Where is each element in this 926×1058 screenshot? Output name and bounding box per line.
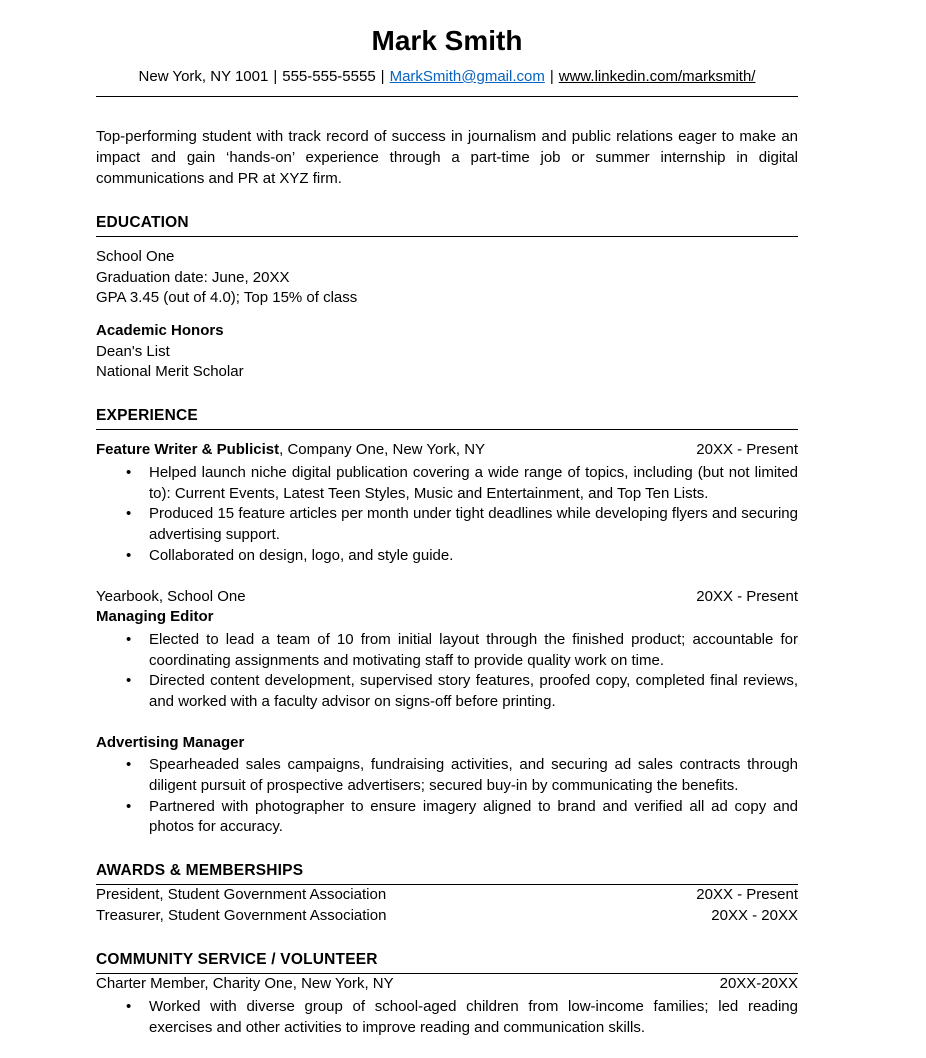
contact-separator: | <box>380 67 385 85</box>
bullet-item: • Helped launch niche digital publication covering a wide range of topics, including (but not limited to): Current Events, Latest Teen Styles, Music and Entertainment, and Top Ten Lists. <box>96 463 798 504</box>
bullet-item: • Spearheaded sales campaigns, fundraising activities, and securing ad sales contracts through diligent pursuit of prospective advertisers; secured buy-in by communicating the benefits. <box>96 755 798 796</box>
contact-phone: 555-555-5555 <box>282 67 376 85</box>
experience-section <box>96 440 798 838</box>
job-role: Advertising Manager <box>96 733 245 751</box>
contact-location: New York, NY 1001 <box>138 67 269 85</box>
job-bullet-list <box>96 463 798 566</box>
education-graduation: Graduation date: June, 20XX <box>96 268 290 286</box>
contact-line <box>96 67 798 88</box>
contact-separator: | <box>549 67 554 85</box>
job-bullet-list <box>96 755 798 838</box>
job-header-row <box>96 440 798 461</box>
bullet-item: • Directed content development, supervised story features, proofed copy, completed final reviews, and worked with a faculty advisor on signs-off before printing. <box>96 671 798 712</box>
education-gpa: GPA 3.45 (out of 4.0); Top 15% of class <box>96 289 358 307</box>
contact-separator: | <box>273 67 278 85</box>
section-heading-community: COMMUNITY SERVICE / VOLUNTEER <box>96 949 798 974</box>
education-section <box>96 247 798 383</box>
award-text: Treasurer, Student Government Association <box>96 907 387 925</box>
job-date: 20XX - Present <box>696 587 798 605</box>
community-date: 20XX-20XX <box>719 975 798 993</box>
job-header-row <box>96 587 798 608</box>
bullet-item: • Worked with diverse group of school-aged children from low-income families; led reading exercises and other activities to improve reading and communication skills. <box>96 997 798 1038</box>
bullet-item: • Elected to lead a team of 10 from initial layout through the finished product; accountable for coordinating assignments and motivating staff to provide quality work on time. <box>96 630 798 671</box>
bullet-item: • Produced 15 feature articles per month under tight deadlines while developing flyers and securing advertising support. <box>96 504 798 545</box>
community-bullet-list <box>96 997 798 1038</box>
job-entry <box>96 587 798 713</box>
section-heading-experience: EXPERIENCE <box>96 405 798 430</box>
section-heading-awards: AWARDS & MEMBERSHIPS <box>96 860 798 885</box>
honor-item: Dean's List <box>96 342 170 360</box>
job-bullet-list <box>96 630 798 713</box>
awards-section <box>96 885 798 926</box>
job-date: 20XX - Present <box>696 441 798 459</box>
job-title-line <box>96 440 696 461</box>
job-entry <box>96 733 798 838</box>
section-heading-education: EDUCATION <box>96 212 798 237</box>
community-section <box>96 974 798 1038</box>
award-row <box>96 906 798 927</box>
job-title-rest: , Company One, New York, NY <box>279 441 486 459</box>
award-date: 20XX - 20XX <box>711 907 798 925</box>
resume-header <box>96 26 798 97</box>
education-school: School One <box>96 247 175 265</box>
job-org: Yearbook, School One <box>96 587 246 605</box>
person-name: Mark Smith <box>371 25 523 56</box>
honor-item: National Merit Scholar <box>96 363 244 381</box>
job-entry <box>96 440 798 566</box>
summary-paragraph: Top-performing student with track record of success in journalism and public relations eager to make an impact and gain ‘hands-on’ experience through a part-time job or summer internship in digital communications and PR at XYZ firm. <box>96 128 798 187</box>
job-title: Feature Writer & Publicist <box>96 441 280 459</box>
award-row <box>96 885 798 906</box>
community-text: Charter Member, Charity One, New York, NY <box>96 975 394 993</box>
bullet-item: • Partnered with photographer to ensure imagery aligned to brand and verified all ad copy and photos for accuracy. <box>96 797 798 838</box>
community-row <box>96 974 798 995</box>
academic-honors-heading: Academic Honors <box>96 321 224 339</box>
bullet-item: • Collaborated on design, logo, and style guide. <box>96 546 798 567</box>
award-text: President, Student Government Association <box>96 886 387 904</box>
award-date: 20XX - Present <box>696 886 798 904</box>
academic-honors-block <box>96 321 798 383</box>
email-link[interactable]: MarkSmith@gmail.com <box>389 67 545 85</box>
linkedin-link[interactable]: www.linkedin.com/marksmith/ <box>558 67 756 85</box>
job-role: Managing Editor <box>96 608 214 626</box>
